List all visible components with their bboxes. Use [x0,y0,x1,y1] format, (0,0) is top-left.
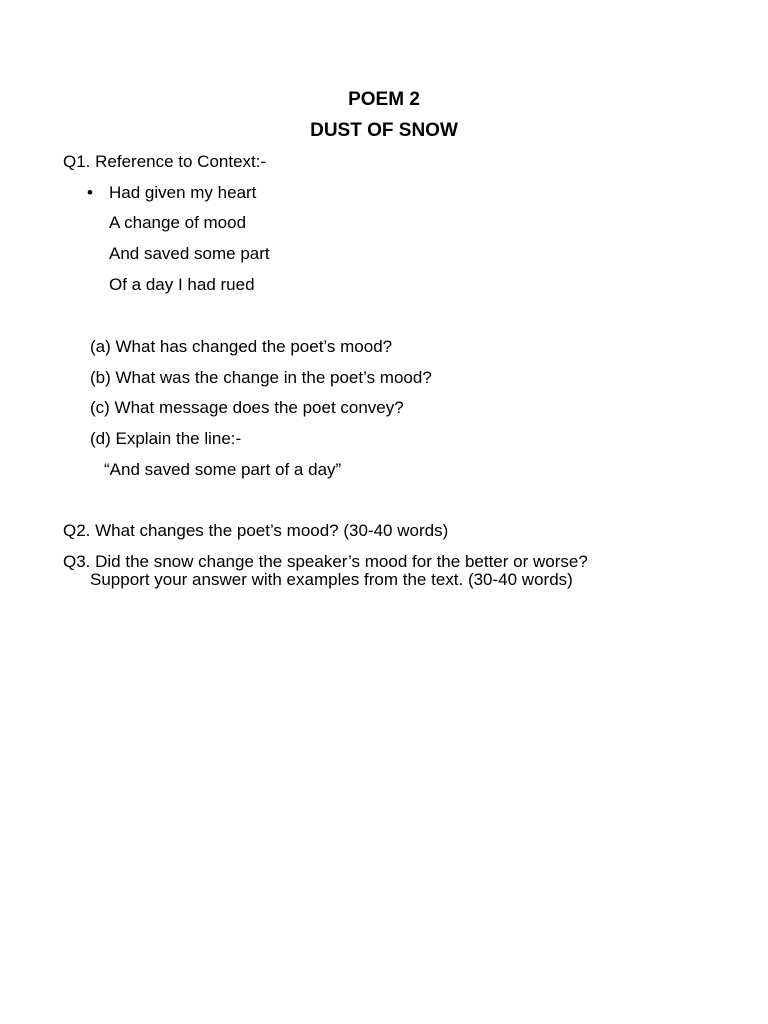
bullet-icon: • [87,183,93,202]
extract-line-2: A change of mood [109,213,247,232]
extract-line-4: Of a day I had rued [109,275,255,294]
question-d: (d) Explain the line:- [90,429,242,448]
q2-question: Q2. What changes the poet’s mood? (30-40 words) [63,521,449,540]
question-c: (c) What message does the poet convey? [90,398,404,417]
q3-question-line-2: Support your answer with examples from the text. (30-40 words) [90,570,573,589]
quoted-line: “And saved some part of a day” [104,460,342,479]
question-a: (a) What has changed the poet’s mood? [90,337,393,356]
extract-line-1: Had given my heart [109,183,257,202]
q1-heading: Q1. Reference to Context:- [63,152,267,171]
poem-number-title: POEM 2 [348,89,420,110]
q3-question-line-1: Q3. Did the snow change the speaker’s mood for the better or worse? [63,552,588,571]
question-b: (b) What was the change in the poet’s mood? [90,368,432,387]
extract-line-3: And saved some part [109,244,270,263]
poem-title: DUST OF SNOW [310,120,458,141]
